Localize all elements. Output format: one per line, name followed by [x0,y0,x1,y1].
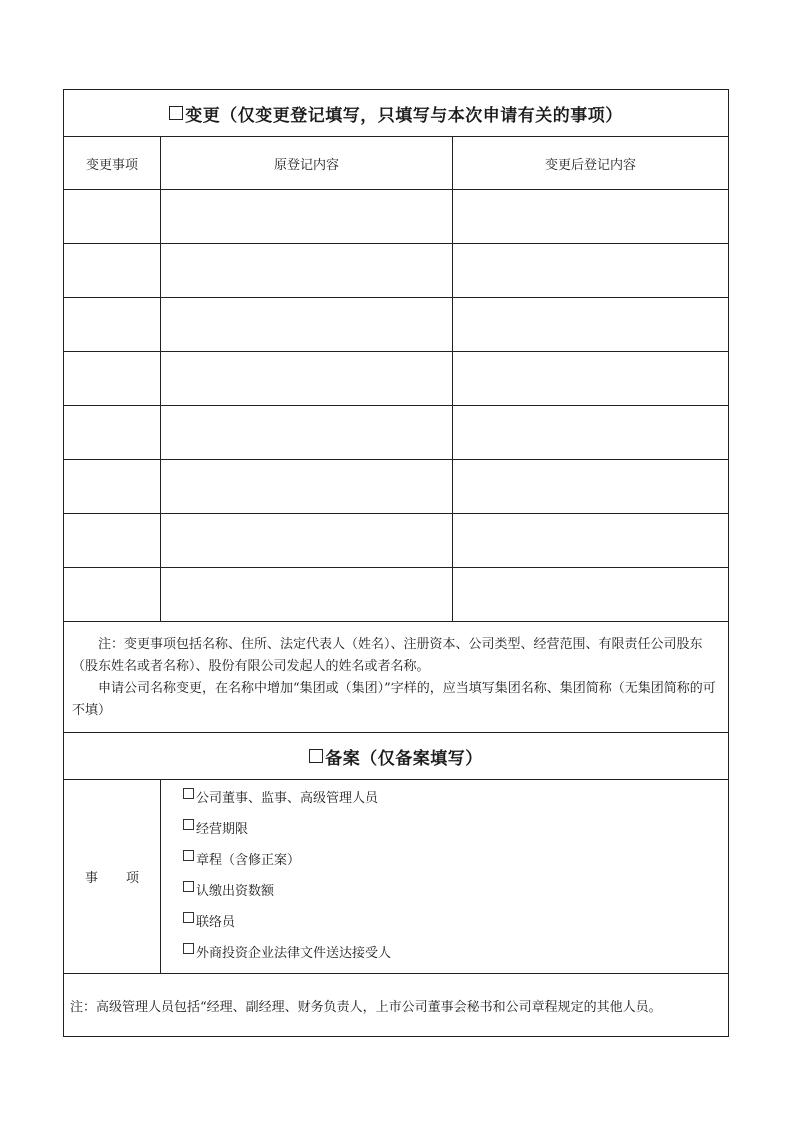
new-content-cell[interactable] [453,352,728,405]
registration-form [63,89,729,1037]
change-section-title-text: 变更（仅变更登记填写，只填写与本次申请有关的事项） [185,105,623,126]
record-item-label: 认缴出资数额 [196,884,275,899]
change-item-cell[interactable] [64,352,161,405]
change-item-cell[interactable] [64,406,161,459]
record-item-label: 章程（含修正案） [196,853,301,868]
record-items-label-text: 事项 [84,871,167,886]
original-content-cell[interactable] [161,244,453,297]
list-item[interactable] [183,819,728,850]
record-item-label: 经营期限 [196,822,249,837]
table-row [64,190,728,244]
original-content-cell[interactable] [161,514,453,567]
table-row [64,568,728,622]
original-content-cell[interactable] [161,352,453,405]
original-content-cell[interactable] [161,568,453,621]
record-item-label: 外商投资企业法律文件送达接受人 [196,946,392,961]
checkbox-icon[interactable] [183,819,194,830]
checkbox-icon[interactable] [183,881,194,892]
record-section-title [64,733,728,780]
column-header-original-content: 原登记内容 [161,137,453,189]
record-items-label [64,780,167,973]
change-table-header [64,137,728,190]
change-item-cell[interactable] [64,568,161,621]
change-section-title [64,90,728,137]
new-content-cell[interactable] [453,190,728,243]
new-content-cell[interactable] [453,298,728,351]
checkbox-icon[interactable] [183,850,194,861]
list-item[interactable] [183,943,728,974]
table-row [64,406,728,460]
record-item-label: 联络员 [196,915,236,930]
checkbox-icon[interactable] [183,788,194,799]
table-row [64,244,728,298]
new-content-cell[interactable] [453,568,728,621]
table-row [64,514,728,568]
change-checkbox[interactable] [169,106,183,120]
change-note-paragraph-1: 注：变更事项包括名称、住所、法定代表人（姓名）、注册资本、公司类型、经营范围、有限责任公司股东（股东姓名或者名称）、股份有限公司发起人的姓名或者名称。 [72,637,703,674]
table-row [64,352,728,406]
record-item-label: 公司董事、监事、高级管理人员 [196,791,379,806]
change-item-cell[interactable] [64,460,161,513]
column-header-change-item: 变更事项 [64,137,161,189]
new-content-cell[interactable] [453,514,728,567]
original-content-cell[interactable] [161,190,453,243]
list-item[interactable] [183,912,728,943]
original-content-cell[interactable] [161,406,453,459]
record-section-title-text: 备案（仅备案填写） [325,748,483,769]
list-item[interactable] [183,788,728,819]
table-row [64,298,728,352]
original-content-cell[interactable] [161,460,453,513]
new-content-cell[interactable] [453,406,728,459]
list-item[interactable] [183,881,728,912]
list-item[interactable] [183,850,728,881]
table-row [64,460,728,514]
change-note-paragraph-2: 申请公司名称变更，在名称中增加“集团或（集团）”字样的，应当填写集团名称、集团简称（无集团简称的可不填） [72,681,716,718]
change-item-cell[interactable] [64,298,161,351]
record-items-row [64,780,728,974]
checkbox-icon[interactable] [183,912,194,923]
record-items-list [161,780,728,973]
checkbox-icon[interactable] [183,943,194,954]
record-note: 注：高级管理人员包括“经理、副经理、财务负责人，上市公司董事会秘书和公司章程规定的其他人员。 [70,999,662,1015]
original-content-cell[interactable] [161,298,453,351]
change-item-cell[interactable] [64,514,161,567]
record-checkbox[interactable] [309,749,323,763]
change-item-cell[interactable] [64,190,161,243]
new-content-cell[interactable] [453,460,728,513]
new-content-cell[interactable] [453,244,728,297]
change-note [64,622,728,733]
change-item-cell[interactable] [64,244,161,297]
column-header-new-content: 变更后登记内容 [544,157,636,173]
